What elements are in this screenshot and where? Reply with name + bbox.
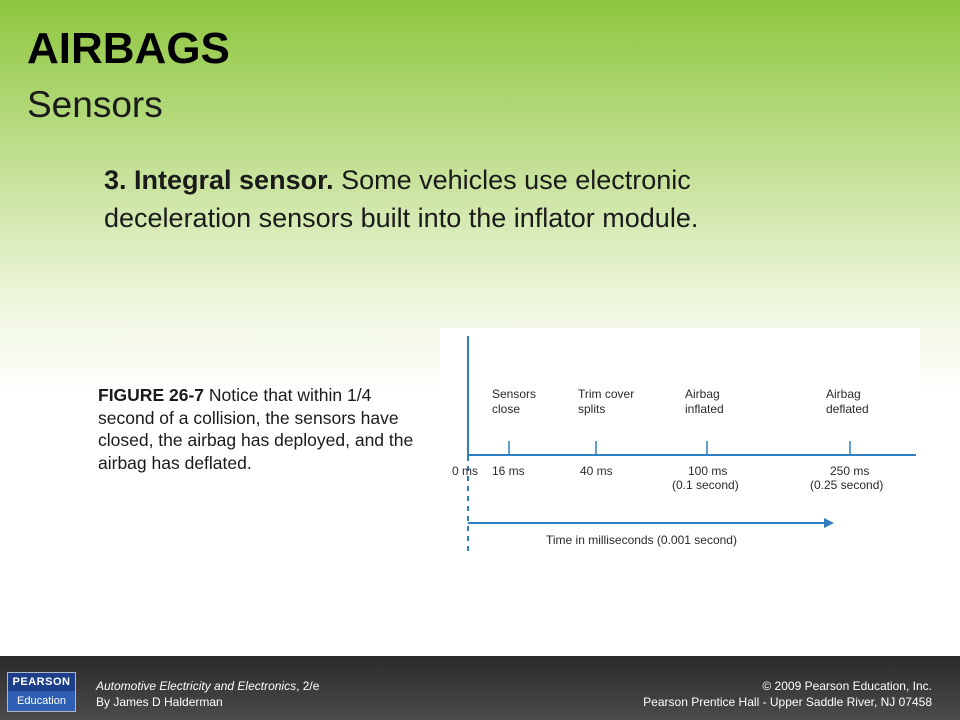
book-title: Automotive Electricity and Electronics: [96, 679, 297, 693]
event-2-line1: Trim cover: [578, 387, 635, 401]
publisher-line: Pearson Prentice Hall - Upper Saddle River, NJ 07458: [643, 695, 932, 709]
body-bold-lead: 3. Integral sensor.: [104, 165, 334, 195]
time-sub-100: (0.1 second): [672, 478, 739, 492]
event-4-line1: Airbag: [826, 387, 861, 401]
event-1-line1: Sensors: [492, 387, 537, 401]
footer-copyright: [643, 678, 932, 710]
body-text: Some vehicles use electronic deceleration sensors built into the inflator module.: [104, 165, 699, 233]
time-label-250: 250 ms: [830, 464, 870, 478]
event-4-line2: deflated: [826, 402, 869, 416]
event-3-line2: inflated: [685, 402, 724, 416]
book-author: By James D Halderman: [96, 695, 223, 709]
time-label-40: 40 ms: [580, 464, 613, 478]
pearson-logo: [7, 672, 76, 712]
caption-text: Notice that within 1/4 second of a collision, the sensors have closed, the airbag has deployed, and the airbag has deflated.: [98, 385, 414, 473]
book-edition: , 2/e: [296, 679, 320, 693]
slide-subtitle: Sensors: [27, 84, 163, 125]
body-paragraph: [104, 161, 824, 237]
caption-figure-number: FIGURE 26-7: [98, 385, 204, 405]
time-sub-250: (0.25 second): [810, 478, 884, 492]
slide-title: AIRBAGS: [27, 24, 230, 73]
logo-bottom-text: Education: [8, 691, 75, 711]
time-label-100: 100 ms: [688, 464, 728, 478]
footer-book-info: [96, 678, 319, 710]
footer-bar: [0, 656, 960, 720]
timeline-diagram: [440, 328, 920, 558]
event-1-line2: close: [492, 402, 521, 416]
figure-caption: [98, 384, 418, 474]
zero-label: 0 ms: [452, 464, 479, 478]
event-3-line1: Airbag: [685, 387, 720, 401]
axis-label: Time in milliseconds (0.001 second): [546, 533, 737, 547]
time-arrow-head: [824, 518, 834, 528]
copyright-line: © 2009 Pearson Education, Inc.: [762, 679, 932, 693]
logo-top-text: PEARSON: [12, 676, 71, 688]
time-label-16: 16 ms: [492, 464, 525, 478]
timeline-figure: [440, 328, 920, 558]
event-2-line2: splits: [578, 402, 606, 416]
